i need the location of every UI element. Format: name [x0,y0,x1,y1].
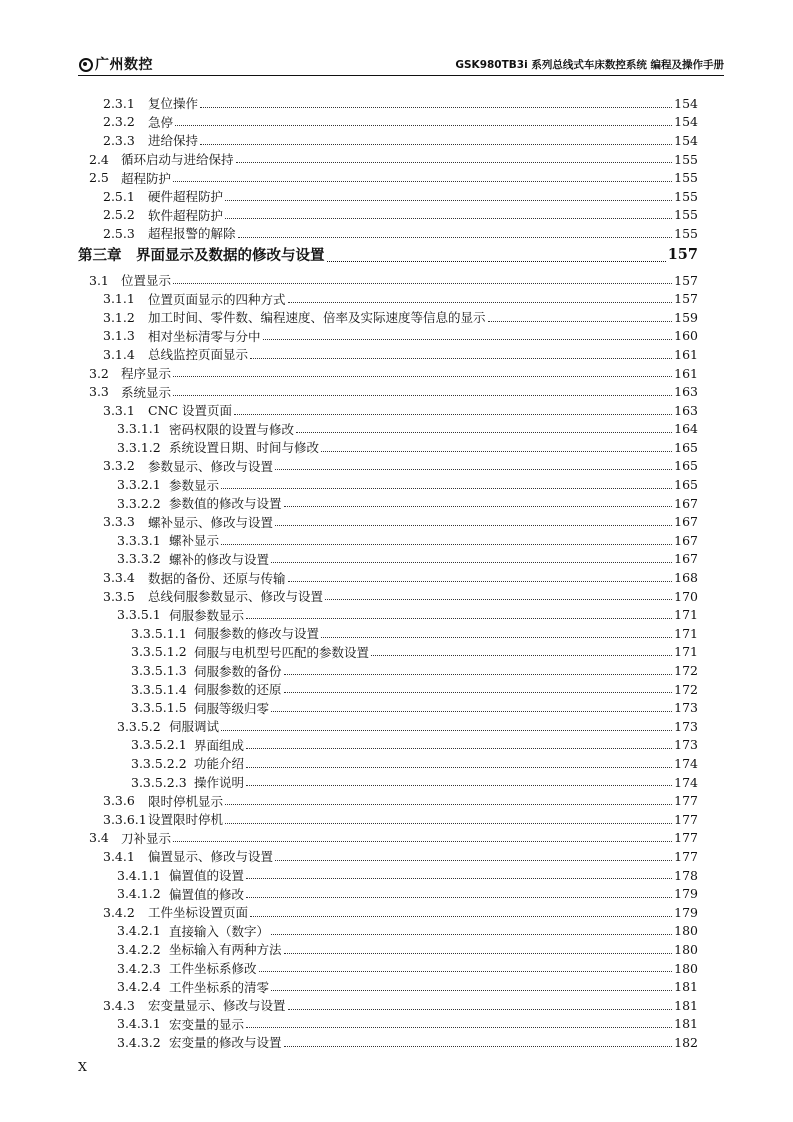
toc-entry-page: 172 [674,681,698,697]
toc-entry-page: 160 [674,328,698,344]
toc-entry[interactable] [78,903,698,922]
toc-dot-leader [200,143,672,145]
logo-mark-icon [78,57,93,72]
toc-entry[interactable] [78,271,698,290]
toc-entry[interactable] [78,810,698,829]
toc-dot-leader [271,933,672,935]
toc-entry-page: 165 [674,477,698,493]
toc-entry-title: 工件坐标系修改 [169,961,257,977]
toc-entry-page: 157 [667,246,698,264]
toc-entry-number: 3.3.1.2 [117,439,161,455]
toc-entry-page: 163 [674,402,698,418]
toc-entry-title: 螺补显示 [169,533,220,549]
toc-dot-leader [250,915,672,917]
toc-entry-number: 3.4.2.2 [117,941,161,957]
toc-dot-leader [221,487,672,489]
toc-entry-title: 软件超程防护 [148,207,224,223]
toc-dot-leader [175,124,672,126]
toc-entry-number: 2.5 [89,170,109,186]
toc-entry-number: 3.1 [89,272,109,288]
toc-entry-number: 3.3.5.1.3 [131,663,187,679]
toc-entry-page: 167 [674,532,698,548]
toc-entry-title: 硬件超程防护 [148,189,224,205]
toc-entry[interactable] [78,327,698,346]
toc-entry-page: 163 [674,384,698,400]
toc-entry-number: 2.3.1 [103,95,135,111]
toc-entry-title: 系统显示 [121,384,172,400]
header-divider [78,75,724,76]
toc-entry-page: 154 [674,95,698,111]
toc-entry-page: 165 [674,458,698,474]
toc-dot-leader [221,729,672,731]
toc-dot-leader [284,952,673,954]
toc-entry-title: 超程报警的解除 [148,226,236,242]
toc-entry-title: 设置限时停机 [148,812,224,828]
toc-dot-leader [288,301,673,303]
toc-entry-title: 参数显示 [169,477,220,493]
toc-entry[interactable] [78,587,698,606]
toc-dot-leader [288,1008,673,1010]
toc-dot-leader [236,161,673,163]
toc-entry[interactable] [78,773,698,792]
toc-chapter-entry[interactable] [78,243,698,267]
toc-entry[interactable] [78,940,698,959]
toc-entry-number: 3.1.4 [103,346,135,362]
toc-entry-number: 3.3.5.1.1 [131,625,187,641]
toc-entry-title: 界面组成 [194,737,245,753]
toc-entry[interactable] [78,345,698,364]
toc-entry-number: 2.3.3 [103,132,135,148]
toc-entry-title: 循环启动与进给保持 [121,152,234,168]
toc-entry-page: 173 [674,718,698,734]
toc-entry-title: 系统设置日期、时间与修改 [169,440,320,456]
toc-entry-page: 180 [674,960,698,976]
toc-entry[interactable] [78,224,698,243]
toc-entry-page: 171 [674,644,698,660]
toc-entry[interactable] [78,308,698,327]
toc-entry-number: 3.4.3.2 [117,1034,161,1050]
toc-entry[interactable] [78,401,698,420]
toc-entry-number: 3.3.4 [103,570,135,586]
toc-entry-page: 173 [674,737,698,753]
toc-entry-page: 167 [674,551,698,567]
toc-entry-title: 宏变量的修改与设置 [169,1035,282,1051]
toc-entry-number: 3.3.6.1 [103,811,147,827]
toc-entry-title: 坐标输入有两种方法 [169,942,282,958]
toc-entry-page: 155 [674,188,698,204]
toc-entry[interactable] [78,829,698,848]
toc-entry[interactable] [78,420,698,439]
toc-dot-leader [284,691,673,693]
toc-entry-page: 179 [674,886,698,902]
toc-entry-number: 3.1.2 [103,309,135,325]
toc-entry[interactable] [78,364,698,383]
toc-entry-title: 位置页面显示的四种方式 [148,291,286,307]
toc-entry-title: 操作说明 [194,775,245,791]
toc-entry-number: 2.3.2 [103,114,135,130]
toc-dot-leader [271,561,672,563]
company-logo [78,55,153,73]
toc-dot-leader [288,580,673,582]
toc-entry[interactable] [78,959,698,978]
toc-entry-page: 155 [674,151,698,167]
toc-entry-number: 3.3.6 [103,793,135,809]
toc-entry[interactable] [78,475,698,494]
toc-entry-page: 171 [674,607,698,623]
toc-entry[interactable] [78,113,698,132]
toc-entry-page: 157 [674,272,698,288]
toc-entry-page: 179 [674,904,698,920]
toc-entry[interactable] [78,187,698,206]
toc-dot-leader [234,413,672,415]
toc-entry-title: CNC 设置页面 [148,403,233,419]
toc-dot-leader [263,338,673,340]
toc-dot-leader [173,282,672,284]
toc-entry-page: 182 [674,1034,698,1050]
toc-entry-title: 参数值的修改与设置 [169,496,282,512]
toc-entry-page: 155 [674,170,698,186]
toc-entry-number: 3.3.5.1 [117,607,161,623]
toc-dot-leader [173,375,672,377]
toc-entry[interactable] [78,847,698,866]
toc-dot-leader [488,320,673,322]
toc-dot-leader [296,431,672,433]
toc-entry-title: 偏置值的设置 [169,868,245,884]
toc-entry-title: 总线伺服参数显示、修改与设置 [148,589,324,605]
toc-entry-page: 155 [674,207,698,223]
toc-entry-title: 伺服参数显示 [169,607,245,623]
toc-entry-number: 3.4 [89,830,109,846]
toc-entry-title: 工件坐标系的清零 [169,979,270,995]
toc-dot-leader [275,468,672,470]
toc-entry-page: 171 [674,625,698,641]
toc-entry-title: 界面显示及数据的修改与设置 [136,247,325,265]
toc-dot-leader [275,524,672,526]
toc-entry-number: 3.4.3.1 [117,1016,161,1032]
toc-entry-number: 3.3.5.1.2 [131,644,187,660]
toc-dot-leader [259,970,673,972]
toc-entry-number: 3.4.2 [103,904,135,920]
toc-entry-number: 3.4.1.1 [117,867,161,883]
logo-text: 广州数控 [95,57,153,73]
toc-entry[interactable] [78,605,698,624]
toc-dot-leader [371,654,672,656]
toc-dot-leader [200,106,672,108]
toc-entry-page: 178 [674,867,698,883]
toc-entry-page: 177 [674,811,698,827]
toc-entry-page: 157 [674,291,698,307]
toc-entry-number: 3.3.1.1 [117,421,161,437]
toc-entry-title: 刀补显示 [121,830,172,846]
toc-entry-title: 超程防护 [121,170,172,186]
toc-entry[interactable] [78,624,698,643]
toc-entry-number: 3.3.5.2 [117,718,161,734]
toc-entry-title: 数据的备份、还原与传输 [148,570,286,586]
toc-entry-title: 伺服等级归零 [194,700,270,716]
toc-entry-number: 3.3.5.1.4 [131,681,187,697]
toc-entry[interactable] [78,531,698,550]
toc-dot-leader [246,877,672,879]
toc-entry-title: 加工时间、零件数、编程速度、倍率及实际速度等信息的显示 [148,310,486,326]
toc-entry-page: 161 [674,365,698,381]
toc-entry-page: 155 [674,225,698,241]
toc-entry[interactable] [78,717,698,736]
toc-entry-number: 2.5.3 [103,225,135,241]
toc-entry-title: 偏置显示、修改与设置 [148,849,274,865]
toc-entry-page: 181 [674,979,698,995]
toc-entry-number: 3.3.5 [103,588,135,604]
toc-dot-leader [321,636,672,638]
toc-entry-title: 参数显示、修改与设置 [148,458,274,474]
toc-entry-number: 2.5.1 [103,188,135,204]
toc-entry-page: 159 [674,309,698,325]
toc-entry-number: 3.4.1.2 [117,886,161,902]
toc-entry-number: 3.4.2.3 [117,960,161,976]
toc-entry-page: 177 [674,793,698,809]
toc-entry-page: 181 [674,997,698,1013]
toc-entry-number: 3.4.3 [103,997,135,1013]
toc-entry-title: 伺服参数的修改与设置 [194,626,320,642]
toc-dot-leader [275,859,672,861]
toc-entry[interactable] [78,922,698,941]
toc-dot-leader [238,236,673,238]
toc-entry-page: 164 [674,421,698,437]
toc-entry[interactable] [78,289,698,308]
toc-entry-title: 螺补显示、修改与设置 [148,514,274,530]
toc-entry[interactable] [78,457,698,476]
toc-entry-page: 180 [674,923,698,939]
toc-entry-page: 174 [674,774,698,790]
toc-entry-page: 154 [674,114,698,130]
toc-entry-title: 总线监控页面显示 [148,347,249,363]
toc-entry[interactable] [78,866,698,885]
toc-entry[interactable] [78,643,698,662]
toc-entry-title: 相对坐标清零与分中 [148,328,261,344]
toc-entry-title: 位置显示 [121,273,172,289]
toc-entry-title: 进给保持 [148,133,199,149]
toc-dot-leader [246,1026,672,1028]
toc-dot-leader [284,1045,673,1047]
toc-entry[interactable] [78,94,698,113]
toc-entry[interactable] [78,150,698,169]
toc-entry-page: 180 [674,941,698,957]
page-number: X [78,1059,87,1074]
toc-dot-leader [173,840,672,842]
toc-entry-page: 173 [674,700,698,716]
toc-entry[interactable] [78,568,698,587]
toc-entry[interactable] [78,168,698,187]
toc-dot-leader [246,747,672,749]
toc-entry-page: 165 [674,439,698,455]
table-of-contents [78,94,698,1052]
toc-entry-page: 177 [674,830,698,846]
toc-entry-title: 偏置值的修改 [169,886,245,902]
toc-entry-title: 伺服调试 [169,719,220,735]
toc-entry-title: 密码权限的设置与修改 [169,421,295,437]
toc-entry-title: 限时停机显示 [148,793,224,809]
toc-entry-page: 167 [674,495,698,511]
toc-entry-number: 第三章 [78,247,122,265]
toc-entry[interactable] [78,206,698,225]
toc-entry-number: 3.3.2.1 [117,477,161,493]
toc-dot-leader [225,822,672,824]
toc-dot-leader [325,598,672,600]
toc-entry-title: 功能介绍 [194,756,245,772]
toc-entry-number: 2.4 [89,151,109,167]
toc-entry[interactable] [78,977,698,996]
toc-dot-leader [250,357,672,359]
toc-entry[interactable] [78,698,698,717]
toc-entry-number: 3.4.1 [103,848,135,864]
toc-entry[interactable] [78,680,698,699]
toc-entry-title: 伺服参数的备份 [194,663,282,679]
toc-entry[interactable] [78,131,698,150]
toc-entry-number: 3.3.3 [103,514,135,530]
toc-entry-page: 174 [674,755,698,771]
toc-entry-page: 168 [674,570,698,586]
toc-entry[interactable] [78,754,698,773]
toc-entry[interactable] [78,1033,698,1052]
toc-entry-title: 宏变量显示、修改与设置 [148,998,286,1014]
toc-entry-number: 3.1.3 [103,328,135,344]
toc-entry-page: 177 [674,848,698,864]
toc-entry[interactable] [78,661,698,680]
toc-entry-number: 2.5.2 [103,207,135,223]
toc-entry-number: 3.3.5.1.5 [131,700,187,716]
toc-dot-leader [225,199,672,201]
toc-entry-number: 3.3.5.2.1 [131,737,187,753]
toc-dot-leader [284,673,673,675]
toc-entry-number: 3.3.1 [103,402,135,418]
toc-entry-number: 3.3.3.2 [117,551,161,567]
toc-entry[interactable] [78,791,698,810]
toc-dot-leader [246,896,672,898]
toc-entry-title: 螺补的修改与设置 [169,551,270,567]
toc-dot-leader [246,617,672,619]
toc-entry-number: 3.3.3.1 [117,532,161,548]
toc-entry[interactable] [78,736,698,755]
toc-dot-leader [271,710,672,712]
toc-entry-title: 宏变量的显示 [169,1016,245,1032]
toc-entry-number: 3.3 [89,384,109,400]
toc-dot-leader [225,803,672,805]
toc-entry[interactable] [78,884,698,903]
toc-entry-number: 3.3.2.2 [117,495,161,511]
toc-dot-leader [173,394,672,396]
toc-entry-title: 程序显示 [121,366,172,382]
toc-entry[interactable] [78,550,698,569]
toc-entry-page: 170 [674,588,698,604]
toc-entry-title: 复位操作 [148,96,199,112]
toc-dot-leader [225,217,672,219]
toc-entry[interactable] [78,512,698,531]
toc-entry[interactable] [78,438,698,457]
toc-entry-title: 急停 [148,114,174,130]
toc-dot-leader [321,450,672,452]
toc-entry-number: 3.3.5.2.2 [131,755,187,771]
toc-entry-page: 181 [674,1016,698,1032]
toc-entry-page: 172 [674,663,698,679]
toc-entry-title: 伺服参数的还原 [194,682,282,698]
toc-entry-title: 直接输入（数字） [169,923,270,939]
toc-entry-number: 3.3.2 [103,458,135,474]
toc-entry-number: 3.3.5.2.3 [131,774,187,790]
manual-title: GSK980TB3i 系列总线式车床数控系统 编程及操作手册 [455,59,724,71]
toc-entry[interactable] [78,494,698,513]
toc-entry-page: 167 [674,514,698,530]
toc-entry-title: 工件坐标设置页面 [148,905,249,921]
toc-dot-leader [284,505,673,507]
toc-entry-number: 3.4.2.4 [117,979,161,995]
toc-entry[interactable] [78,996,698,1015]
toc-dot-leader [246,766,672,768]
toc-entry-number: 3.2 [89,365,109,381]
page-header [78,54,724,74]
toc-dot-leader [221,543,672,545]
toc-dot-leader [327,260,666,262]
toc-dot-leader [173,180,672,182]
toc-dot-leader [246,784,672,786]
toc-entry-page: 154 [674,132,698,148]
toc-entry-title: 伺服与电机型号匹配的参数设置 [194,644,370,660]
toc-entry[interactable] [78,382,698,401]
toc-entry-page: 161 [674,346,698,362]
toc-entry-number: 3.1.1 [103,291,135,307]
toc-entry[interactable] [78,1015,698,1034]
toc-dot-leader [271,989,672,991]
toc-entry-number: 3.4.2.1 [117,923,161,939]
